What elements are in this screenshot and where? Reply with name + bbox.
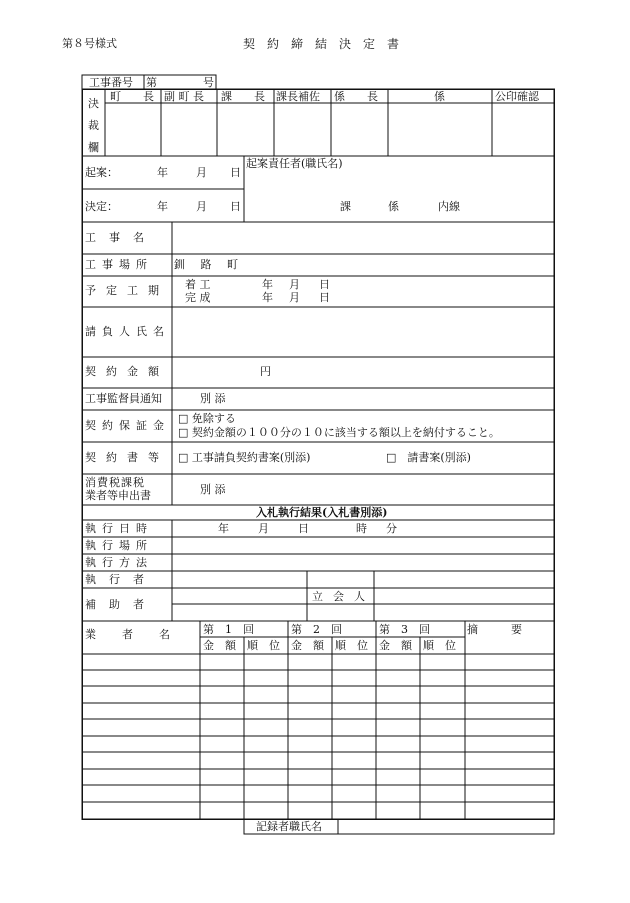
round-3-rank-header: 順 位 [423, 639, 456, 652]
approval-side-2: 裁 [88, 119, 99, 132]
tax-label-line2: 業者等申出書 [85, 489, 151, 502]
draft-year: 年 [157, 166, 168, 179]
amount-unit: 円 [260, 365, 271, 378]
bid-method-label: 執行方法 [85, 556, 153, 569]
decision-month: 月 [196, 200, 207, 213]
bid-dt-hour: 時 [356, 522, 367, 535]
period-end-label: 完 成 [185, 291, 211, 304]
guarantee-option-exempt: □ 免除する [178, 412, 236, 425]
round-3-header: 第 3 回 [379, 623, 430, 636]
work-name-label: 工事名 [85, 231, 157, 244]
supervisor-label: 工事監督員通知 [85, 392, 162, 405]
bid-executor-label: 執行者 [85, 573, 157, 586]
period-end-day: 日 [319, 291, 330, 304]
decision-day: 日 [230, 200, 241, 213]
vendor-name-header: 業者名 [85, 628, 196, 641]
work-place-label: 工事場所 [85, 258, 153, 271]
round-2-amount-header: 金 額 [291, 639, 324, 652]
supervisor-value: 別 添 [200, 392, 226, 405]
work-place-value: 釧 路 町 [174, 258, 244, 271]
approval-col-deputy: 副 町 長 [164, 90, 204, 103]
approval-col-staff: 係 [434, 90, 445, 103]
tax-label-line1: 消費税課税 [85, 476, 145, 489]
approval-col-director: 課 長 [221, 90, 265, 103]
bid-dt-month: 月 [258, 522, 269, 535]
period-start-label: 着 工 [185, 278, 211, 291]
bid-witness-label: 立会人 [312, 590, 375, 603]
draft-day: 日 [230, 166, 241, 179]
bid-place-label: 執行場所 [85, 539, 153, 552]
guarantee-option-pay: □ 契約金額の１００分の１０に該当する額以上を納付すること。 [178, 426, 500, 439]
approval-col-assistant: 課長補佐 [276, 90, 320, 103]
contractor-label: 請負人氏名 [85, 325, 170, 338]
form-number: 第８号様式 [62, 37, 117, 50]
round-2-header: 第 2 回 [291, 623, 342, 636]
round-1-amount-header: 金 額 [203, 639, 236, 652]
bid-heading: 入札執行結果(入札書別添) [256, 506, 388, 519]
decision-label: 決定： [85, 200, 118, 213]
round-1-rank-header: 順 位 [247, 639, 280, 652]
responsible-staff: 係 [388, 200, 399, 213]
period-end-month: 月 [289, 291, 300, 304]
recorder-label: 記録者職氏名 [256, 820, 322, 833]
responsible-label: 起案責任者(職氏名) [246, 157, 343, 170]
period-label: 予定工期 [85, 284, 169, 297]
bid-datetime-label: 執行日時 [85, 522, 153, 535]
bid-dt-minute: 分 [386, 522, 397, 535]
approval-col-chief: 係 長 [334, 90, 378, 103]
approval-col-mayor: 町 長 [110, 90, 154, 103]
construction-no-prefix: 第 [146, 76, 157, 89]
bid-dt-year: 年 [218, 522, 229, 535]
tax-value: 別 添 [200, 483, 226, 496]
contract-docs-label: 契約書等 [85, 451, 169, 464]
draft-month: 月 [196, 166, 207, 179]
contract-docs-option-draft: □ 工事請負契約書案(別添) [178, 451, 311, 464]
approval-side-3: 欄 [88, 141, 99, 154]
contract-docs-option-receipt: □ 請書案(別添) [386, 451, 471, 464]
bid-assistant-label: 補助者 [85, 598, 157, 611]
period-start-month: 月 [289, 278, 300, 291]
page-title: 契 約 締 結 決 定 書 [243, 37, 400, 51]
guarantee-label: 契約保証金 [85, 419, 170, 432]
responsible-section: 課 [340, 200, 351, 213]
approval-col-seal: 公印確認 [495, 90, 539, 103]
period-end-year: 年 [262, 291, 273, 304]
construction-no-suffix: 号 [203, 76, 214, 89]
approval-side-1: 決 [88, 97, 99, 110]
decision-year: 年 [157, 200, 168, 213]
round-1-header: 第 1 回 [203, 623, 254, 636]
bid-dt-day: 日 [298, 522, 309, 535]
round-2-rank-header: 順 位 [335, 639, 368, 652]
responsible-extension: 内線 [438, 200, 460, 213]
amount-label: 契約金額 [85, 365, 169, 378]
remarks-header: 摘 要 [467, 623, 522, 636]
round-3-amount-header: 金 額 [379, 639, 412, 652]
period-start-day: 日 [319, 278, 330, 291]
construction-no-label: 工事番号 [89, 76, 133, 89]
period-start-year: 年 [262, 278, 273, 291]
draft-label: 起案： [85, 166, 118, 179]
